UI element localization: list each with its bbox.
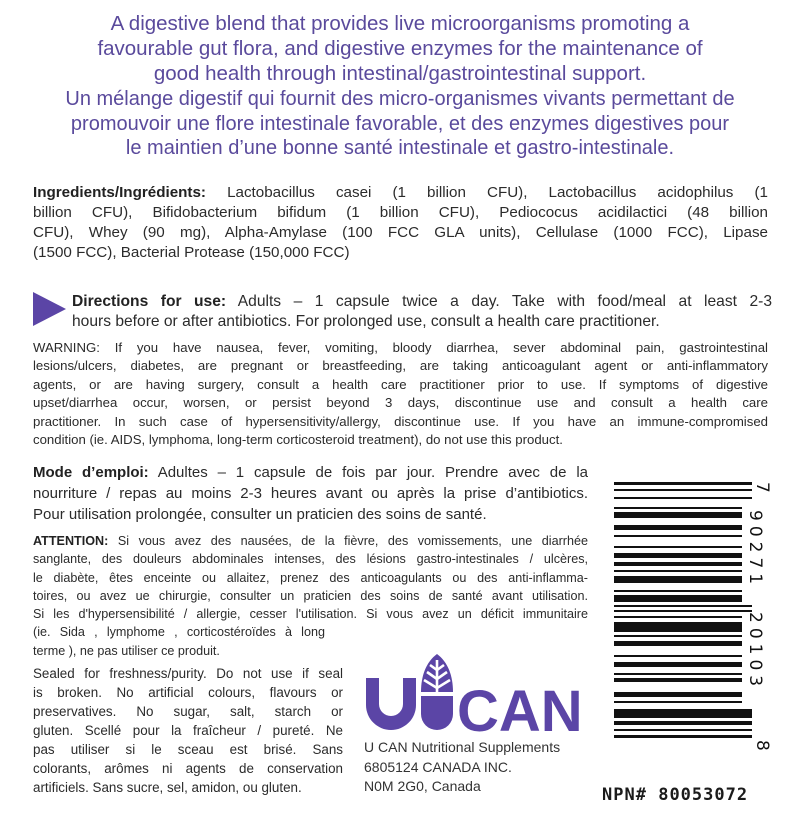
svg-text:CAN: CAN xyxy=(457,679,583,734)
directions-label: Directions for use: xyxy=(72,293,227,310)
npn-label: NPN# xyxy=(602,785,647,805)
npn-number xyxy=(602,785,748,805)
sealed-line: colorants, arômes ni agents de conservation xyxy=(33,761,343,776)
mode-line: Mode d’emploi: Adultes – 1 capsule de fois par jour. Prendre avec de la xyxy=(33,464,588,481)
ingredients-line: billion CFU), Bifidobacterium bifidum (1 billion CFU), Pediococus acidilactici (48 billion xyxy=(33,204,768,221)
attention-section xyxy=(33,532,588,660)
tagline-line: A digestive blend that provides live microorganisms promoting a xyxy=(110,12,690,35)
leaf-capsule-icon xyxy=(421,654,453,730)
attention-line: Si les d'hypersensibilité / allergie, cesser l'utilisation. Si vous avez un déficit immunitaire xyxy=(33,607,588,622)
npn-value: 80053072 xyxy=(658,785,749,805)
sealed-line: pas utiliser si le sceau est brisé. Sans xyxy=(33,742,343,757)
svg-text:20103: 20103 xyxy=(745,612,765,692)
warning-line: WARNING: If you have nausea, fever, vomiting, bloody diarrhea, sever abdominal pain, gastrointestinal xyxy=(33,340,768,355)
company-name: U CAN Nutritional Supplements xyxy=(364,739,561,755)
svg-text:7: 7 xyxy=(752,482,772,493)
ingredients-line: (1500 FCC), Bacterial Protease (150,000 FCC) xyxy=(33,244,350,261)
barcode xyxy=(612,478,787,753)
tagline-english xyxy=(0,11,800,86)
warning-line: practitioner. In such case of hypersensitivity/allergy, discontinue use. If you have an immune-compromised xyxy=(33,413,768,429)
attention-line: sanglante, des douleurs abdominales intenses, des lésions gastro-intestinales / ulcères, xyxy=(33,552,588,567)
ingredients-line: Ingredients/Ingrédients: Lactobacillus casei (1 billion CFU), Lactobacillus acidophilus (1 xyxy=(33,184,768,201)
warning-section xyxy=(33,339,768,449)
sealed-line: is broken. No artificial colours, flavours or xyxy=(33,685,343,700)
tagline-line: le maintien d’une bonne santé intestinale et gastro-intestinale. xyxy=(125,137,675,159)
svg-text:90271: 90271 xyxy=(745,510,765,590)
sealed-section xyxy=(33,664,343,797)
attention-line: (ie. Sida , lymphome , corticostéroïdes à long xyxy=(33,625,325,640)
tagline-line: promouvoir une flore intestinale favorable, et des enzymes digestives pour xyxy=(70,112,730,135)
sealed-line: Sealed for freshness/purity. Do not use if seal xyxy=(33,666,343,681)
warning-line: condition (ie. AIDS, lymphoma, long-term corticosteroid treatment), do not use this product. xyxy=(33,432,563,448)
ingredients-label: Ingredients/Ingrédients: xyxy=(33,184,206,201)
attention-line: toires, ou avez ue chirurgie, consulter un praticien des soins de santé avant utilisation. xyxy=(33,588,588,603)
play-arrow-icon xyxy=(33,292,66,326)
attention-line: ATTENTION: Si vous avez des nausées, de la fièvre, des vomissements, une diarrhée xyxy=(33,534,588,548)
directions-section xyxy=(72,292,772,332)
company-line: 6805124 CANADA INC. xyxy=(364,758,512,775)
directions-line: hours before or after antibiotics. For prolonged use, consult a health care practitioner. xyxy=(72,313,660,330)
ingredients-line: CFU), Whey (90 mg), Alpha-Amylase (100 FCC GLA units), Cellulase (1000 FCC), Lipase xyxy=(33,224,768,241)
sealed-line: preservatives. No sugar, salt, starch or xyxy=(33,704,343,719)
attention-line: terme ), ne pas utiliser ce produit. xyxy=(33,643,220,658)
mode-emploi-section xyxy=(33,462,588,525)
warning-line: lesions/ulcers, diabetes, are pregnant or breastfeeding, are taking anticoagulant agent or anti-inflammatory xyxy=(33,358,768,374)
sealed-line: gluten. Scellé pour la fraîcheur / pureté. Ne xyxy=(33,723,343,738)
svg-text:8: 8 xyxy=(752,740,772,751)
tagline-french xyxy=(0,87,800,161)
attention-line: le diabète, êtes enceinte ou allaitez, prenez des anticoagulants ou des anti-inflamma- xyxy=(33,570,588,585)
mode-line: nourriture / repas au moins 2-3 heures avant ou après la prise d’antibiotics. xyxy=(33,485,588,502)
mode-label: Mode d’emploi: xyxy=(33,464,149,481)
mode-line: Pour utilisation prolongée, consulter un praticien des soins de santé. xyxy=(33,506,487,523)
ucan-logo xyxy=(364,652,589,734)
warning-line: upset/diarrhea occur, worsen, or persist beyond 3 days, discontinue use and consult a health care xyxy=(33,395,768,411)
attention-label: ATTENTION: xyxy=(33,534,109,548)
directions-line: Directions for use: Adults – 1 capsule twice a day. Take with food/meal at least 2-3 xyxy=(72,293,772,310)
ingredients-section xyxy=(33,183,768,263)
tagline-line: Un mélange digestif qui fournit des micro-organismes vivants permettant de xyxy=(65,88,735,110)
tagline-line: good health through intestinal/gastrointestinal support. xyxy=(153,62,647,85)
tagline-line: favourable gut flora, and digestive enzymes for the maintenance of xyxy=(97,37,703,60)
company-postal: N0M 2G0, Canada xyxy=(364,778,481,794)
sealed-line: artificiels. Sans sucre, sel, amidon, ou gluten. xyxy=(33,780,302,795)
warning-line: agents, or are having surgery, consult a health care practitioner prior to use. If symptoms of digestive xyxy=(33,376,768,392)
company-address xyxy=(364,738,560,797)
